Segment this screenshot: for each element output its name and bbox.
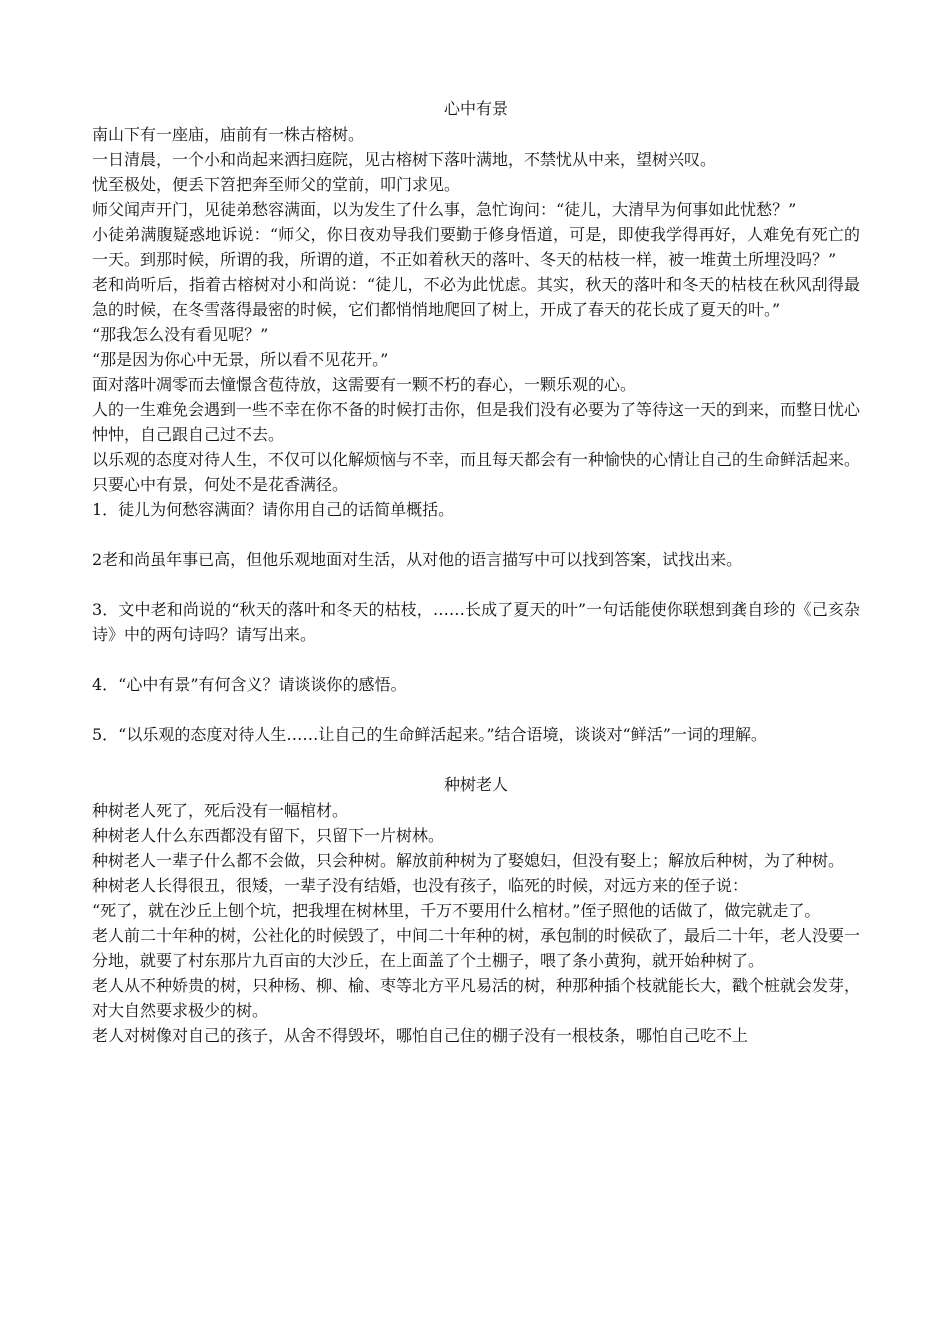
paragraph: 面对落叶凋零而去憧憬含苞待放，这需要有一颗不朽的春心，一颗乐观的心。 xyxy=(92,375,637,394)
article-title: 种树老人 xyxy=(443,775,508,794)
paragraph: “那是因为你心中无景，所以看不见花开。” xyxy=(92,350,389,369)
second-article xyxy=(92,772,860,1048)
paragraph: 老人从不种娇贵的树，只种杨、柳、榆、枣等北方平凡易活的树，种那种插个枝就能长大，戳个桩就会发芽，对大自然要求极少的树。 xyxy=(92,976,861,1020)
paragraph: 以乐观的态度对待人生，不仅可以化解烦恼与不幸，而且每天都会有一种愉快的心情让自己的生命鲜活起来。 xyxy=(92,450,861,469)
answer-space xyxy=(92,697,860,722)
article-title: 心中有景 xyxy=(443,99,508,118)
paragraph: “死了，就在沙丘上刨个坑，把我埋在树林里，千万不要用什么棺材。”侄子照他的话做了，做完就走了。 xyxy=(92,901,821,920)
paragraph: 一日清晨，一个小和尚起来洒扫庭院，见古榕树下落叶满地，不禁忧从中来，望树兴叹。 xyxy=(92,150,717,169)
paragraph: 忧至极处，便丢下笤把奔至师父的堂前，叩门求见。 xyxy=(92,175,461,194)
paragraph: 种树老人长得很丑，很矮，一辈子没有结婚，也没有孩子，临死的时候，对远方来的侄子说： xyxy=(92,876,749,895)
question-2: 2老和尚虽年事已高，但他乐观地面对生活，从对他的语言描写中可以找到答案，试找出来。 xyxy=(92,550,743,569)
answer-space xyxy=(92,522,860,547)
paragraph: 种树老人什么东西都没有留下，只留下一片树林。 xyxy=(92,826,445,845)
question-1: 1．徒儿为何愁容满面？请你用自己的话简单概括。 xyxy=(92,500,455,519)
paragraph: 老人前二十年种的树，公社化的时候毁了，中间二十年种的树，承包制的时候砍了，最后二十年，老人没要一分地，就要了村东那片九百亩的大沙丘，在上面盖了个土棚子，喂了条小黄狗，就开始种树了。 xyxy=(92,926,861,970)
article-body xyxy=(92,122,860,497)
paragraph: 师父闻声开门，见徒弟愁容满面，以为发生了什么事，急忙询问：“徒儿，大清早为何事如此忧愁？” xyxy=(92,200,797,219)
document-content xyxy=(92,96,860,1048)
paragraph: 小徒弟满腹疑惑地诉说：“师父，你日夜劝导我们要勤于修身悟道，可是，即使我学得再好，人难免有死亡的一天。到那时候，所谓的我，所谓的道，不正如着秋天的落叶、冬天的枯枝一样，被一堆黄土所埋没吗？” xyxy=(92,225,860,269)
answer-space xyxy=(92,647,860,672)
question-5: 5．“以乐观的态度对待人生……让自己的生命鲜活起来。”结合语境，谈谈对“鲜活”一词的理解。 xyxy=(92,725,767,744)
question-4: 4．“心中有景”有何含义？请谈谈你的感悟。 xyxy=(92,675,407,694)
question-3: 3．文中老和尚说的“秋天的落叶和冬天的枯枝，……长成了夏天的叶”一句话能使你联想到龚自珍的《己亥杂诗》中的两句诗吗？请写出来。 xyxy=(92,600,860,644)
paragraph: 南山下有一座庙，庙前有一株古榕树。 xyxy=(92,125,365,144)
paragraph: “那我怎么没有看见呢？” xyxy=(92,325,269,344)
paragraph: 老人对树像对自己的孩子，从舍不得毁坏，哪怕自己住的棚子没有一根枝条，哪怕自己吃不上 xyxy=(92,1026,749,1045)
paragraph: 种树老人一辈子什么都不会做，只会种树。解放前种树为了娶媳妇，但没有娶上；解放后种树，为了种树。 xyxy=(92,851,845,870)
paragraph: 只要心中有景，何处不是花香满径。 xyxy=(92,475,349,494)
paragraph: 老和尚听后，指着古榕树对小和尚说：“徒儿，不必为此忧虑。其实，秋天的落叶和冬天的枯枝在秋风刮得最急的时候，在冬雪落得最密的时候，它们都悄悄地爬回了树上，开成了春天的花长成了夏天的叶。” xyxy=(92,275,860,319)
paragraph: 种树老人死了，死后没有一幅棺材。 xyxy=(92,801,349,820)
answer-space xyxy=(92,572,860,597)
paragraph: 人的一生难免会遇到一些不幸在你不备的时候打击你，但是我们没有必要为了等待这一天的到来，而整日忧心忡忡，自己跟自己过不去。 xyxy=(92,400,861,444)
question-list xyxy=(92,497,860,747)
